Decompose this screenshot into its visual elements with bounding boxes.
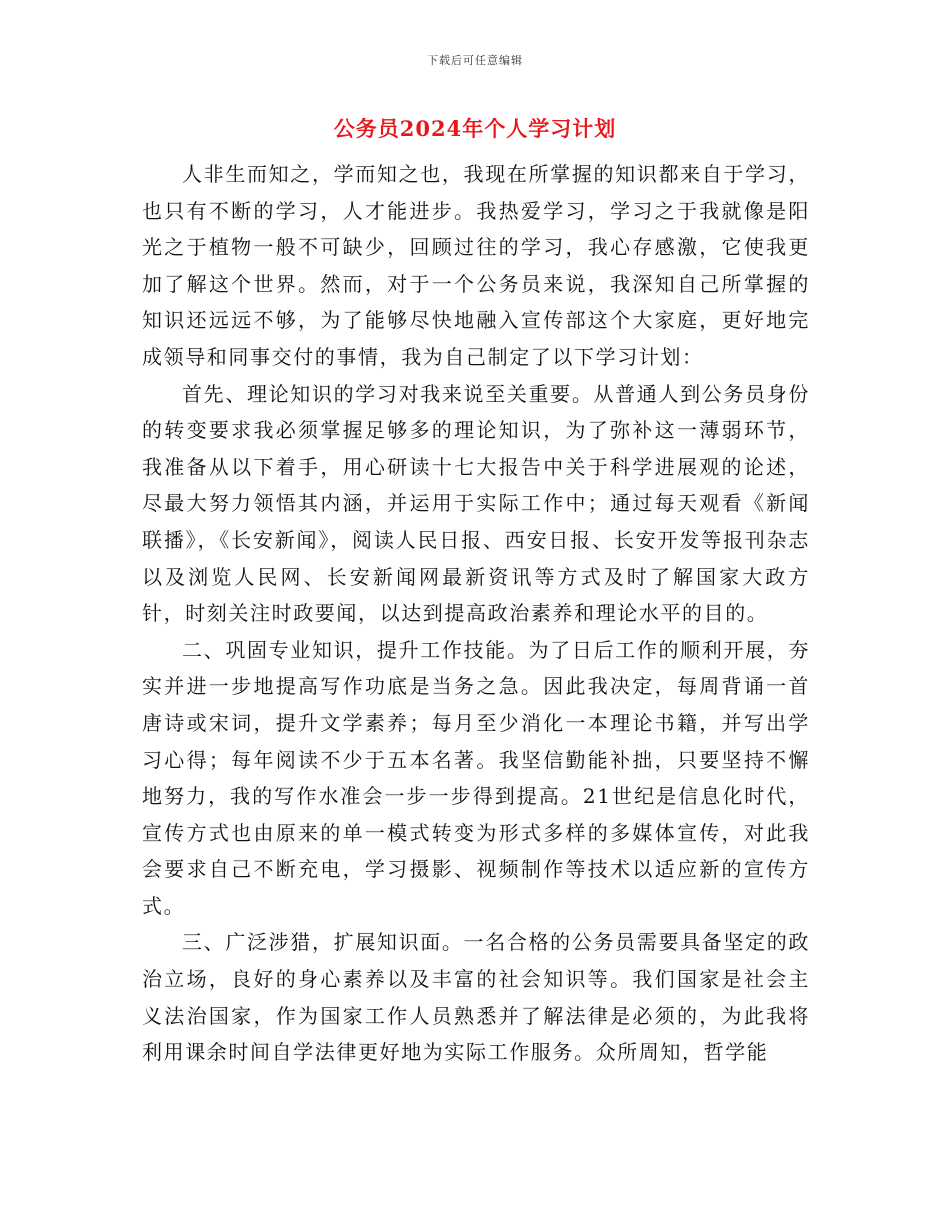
- document-body: [142, 156, 810, 1071]
- paragraph-professional-skills: 二、巩固专业知识，提升工作技能。为了日后工作的顺利开展，夯实并进一步地提高写作功底是当务之急。因此我决定，每周背诵一首唐诗或宋词，提升文学素养；每月至少消化一本理论书籍，并写出学习心得；每年阅读不少于五本名著。我坚信勤能补拙，只要坚持不懈地努力，我的写作水准会一步一步得到提高。21世纪是信息化时代，宣传方式也由原来的单一模式转变为形式多样的多媒体宣传，对此我会要求自己不断充电，学习摄影、视频制作等技术以适应新的宣传方式。: [142, 637, 810, 918]
- page-header: 下载后可任意编辑: [427, 54, 523, 67]
- paragraph-broad-knowledge: 三、广泛涉猎，扩展知识面。一名合格的公务员需要具备坚定的政治立场，良好的身心素养以及丰富的社会知识等。我们国家是社会主义法治国家，作为国家工作人员熟悉并了解法律是必须的，为此我将利用课余时间自学法律更好地为实际工作服务。众所周知，哲学能: [142, 930, 810, 1065]
- document-title: 公务员2024年个人学习计划: [333, 116, 617, 141]
- paragraph-theory-study: 首先、理论知识的学习对我来说至关重要。从普通人到公务员身份的转变要求我必须掌握足够多的理论知识，为了弥补这一薄弱环节，我准备从以下着手，用心研读十七大报告中关于科学进展观的论述，尽最大努力领悟其内涵，并运用于实际工作中；通过每天观看《新闻联播》，《长安新闻》，阅读人民日报、西安日报、长安开发等报刊杂志以及浏览人民网、长安新闻网最新资讯等方式及时了解国家大政方针，时刻关注时政要闻，以达到提高政治素养和理论水平的目的。: [142, 381, 810, 626]
- paragraph-intro: 人非生而知之，学而知之也，我现在所掌握的知识都来自于学习，也只有不断的学习，人才能进步。我热爱学习，学习之于我就像是阳光之于植物一般不可缺少，回顾过往的学习，我心存感激，它使我更加了解这个世界。然而，对于一个公务员来说，我深知自己所掌握的知识还远远不够，为了能够尽快地融入宣传部这个大家庭，更好地完成领导和同事交付的事情，我为自己制定了以下学习计划：: [142, 162, 810, 369]
